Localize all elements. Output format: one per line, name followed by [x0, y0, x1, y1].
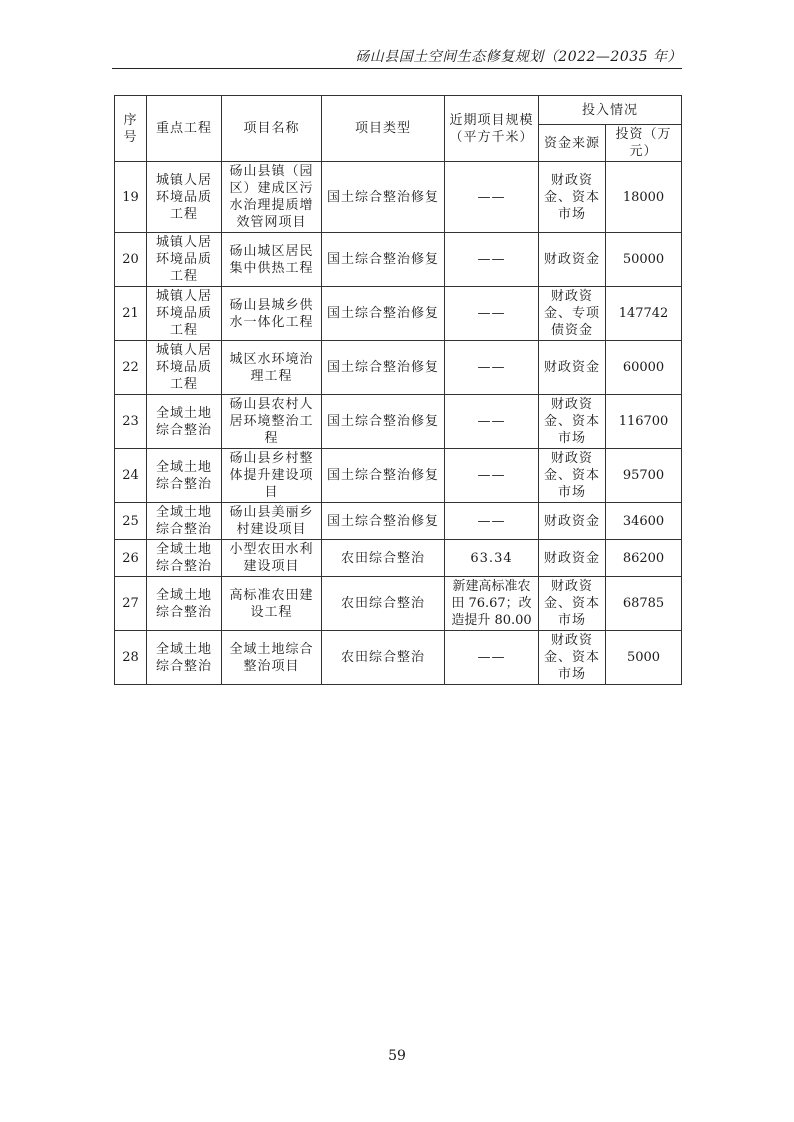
- cell-seq: 27: [115, 577, 147, 631]
- cell-key-project: 城镇人居环境品质工程: [147, 341, 222, 395]
- cell-project-type: 国土综合整治修复: [322, 233, 445, 287]
- cell-key-project: 全域土地综合整治: [147, 540, 222, 577]
- header-project-name: 项目名称: [222, 96, 322, 162]
- header-rule: [112, 68, 682, 69]
- cell-project-name: 砀山县乡村整体提升建设项目: [222, 449, 322, 503]
- cell-seq: 22: [115, 341, 147, 395]
- cell-amount: 5000: [606, 631, 682, 685]
- cell-seq: 23: [115, 395, 147, 449]
- header-scale: 近期项目规模（平方千米）: [445, 96, 539, 162]
- cell-project-type: 国土综合整治修复: [322, 341, 445, 395]
- header-investment: 投入情况: [539, 96, 682, 125]
- cell-fund-source: 财政资金、资本市场: [539, 577, 606, 631]
- cell-project-name: 城区水环境治理工程: [222, 341, 322, 395]
- cell-project-name: 砀山县美丽乡村建设项目: [222, 503, 322, 540]
- cell-scale: ——: [445, 631, 539, 685]
- table-row: [115, 503, 682, 540]
- cell-scale: 新建高标准农田 76.67；改造提升 80.00: [445, 577, 539, 631]
- cell-scale: ——: [445, 233, 539, 287]
- cell-key-project: 全域土地综合整治: [147, 449, 222, 503]
- cell-scale: ——: [445, 395, 539, 449]
- cell-amount: 95700: [606, 449, 682, 503]
- cell-key-project: 全域土地综合整治: [147, 577, 222, 631]
- cell-scale: ——: [445, 287, 539, 341]
- cell-scale: 63.34: [445, 540, 539, 577]
- cell-fund-source: 财政资金、专项债资金: [539, 287, 606, 341]
- cell-key-project: 城镇人居环境品质工程: [147, 233, 222, 287]
- cell-amount: 18000: [606, 162, 682, 233]
- table-header-row: [115, 96, 682, 125]
- cell-amount: 68785: [606, 577, 682, 631]
- cell-key-project: 全域土地综合整治: [147, 395, 222, 449]
- page-number: 59: [388, 1048, 406, 1064]
- cell-project-type: 农田综合整治: [322, 631, 445, 685]
- cell-fund-source: 财政资金、资本市场: [539, 449, 606, 503]
- cell-key-project: 城镇人居环境品质工程: [147, 287, 222, 341]
- cell-fund-source: 财政资金: [539, 540, 606, 577]
- cell-seq: 28: [115, 631, 147, 685]
- cell-project-name: 砀山县城乡供水一体化工程: [222, 287, 322, 341]
- table-row: [115, 449, 682, 503]
- cell-fund-source: 财政资金、资本市场: [539, 631, 606, 685]
- table-row: [115, 577, 682, 631]
- cell-fund-source: 财政资金: [539, 341, 606, 395]
- cell-fund-source: 财政资金: [539, 503, 606, 540]
- cell-project-type: 国土综合整治修复: [322, 287, 445, 341]
- cell-seq: 19: [115, 162, 147, 233]
- cell-seq: 24: [115, 449, 147, 503]
- cell-fund-source: 财政资金、资本市场: [539, 395, 606, 449]
- cell-project-name: 砀山城区居民集中供热工程: [222, 233, 322, 287]
- cell-project-type: 国土综合整治修复: [322, 395, 445, 449]
- cell-scale: ——: [445, 341, 539, 395]
- cell-fund-source: 财政资金: [539, 233, 606, 287]
- cell-project-name: 高标准农田建设工程: [222, 577, 322, 631]
- cell-project-name: 全域土地综合整治项目: [222, 631, 322, 685]
- cell-amount: 147742: [606, 287, 682, 341]
- cell-amount: 116700: [606, 395, 682, 449]
- cell-amount: 60000: [606, 341, 682, 395]
- cell-key-project: 全域土地综合整治: [147, 503, 222, 540]
- table-row: [115, 233, 682, 287]
- header-fund-source: 资金来源: [539, 125, 606, 162]
- table-row: [115, 631, 682, 685]
- cell-seq: 21: [115, 287, 147, 341]
- cell-seq: 25: [115, 503, 147, 540]
- cell-project-type: 农田综合整治: [322, 577, 445, 631]
- cell-project-type: 国土综合整治修复: [322, 162, 445, 233]
- cell-scale: ——: [445, 449, 539, 503]
- cell-key-project: 城镇人居环境品质工程: [147, 162, 222, 233]
- table-row: [115, 287, 682, 341]
- cell-scale: ——: [445, 503, 539, 540]
- cell-key-project: 全域土地综合整治: [147, 631, 222, 685]
- header-amount: 投资（万元）: [606, 125, 682, 162]
- cell-seq: 20: [115, 233, 147, 287]
- table-row: [115, 341, 682, 395]
- table-row: [115, 395, 682, 449]
- table-row: [115, 162, 682, 233]
- project-table: [114, 95, 682, 685]
- header-project-type: 项目类型: [322, 96, 445, 162]
- header-seq: 序号: [115, 96, 147, 162]
- cell-seq: 26: [115, 540, 147, 577]
- cell-project-name: 砀山县农村人居环境整治工程: [222, 395, 322, 449]
- cell-amount: 50000: [606, 233, 682, 287]
- cell-project-type: 国土综合整治修复: [322, 503, 445, 540]
- cell-amount: 86200: [606, 540, 682, 577]
- cell-amount: 34600: [606, 503, 682, 540]
- header-key-project: 重点工程: [147, 96, 222, 162]
- cell-scale: ——: [445, 162, 539, 233]
- table-row: [115, 540, 682, 577]
- page-header-title: 砀山县国土空间生态修复规划（2022—2035 年）: [355, 49, 682, 65]
- cell-project-type: 国土综合整治修复: [322, 449, 445, 503]
- cell-fund-source: 财政资金、资本市场: [539, 162, 606, 233]
- cell-project-type: 农田综合整治: [322, 540, 445, 577]
- cell-project-name: 砀山县镇（园区）建成区污水治理提质增效管网项目: [222, 162, 322, 233]
- cell-project-name: 小型农田水利建设项目: [222, 540, 322, 577]
